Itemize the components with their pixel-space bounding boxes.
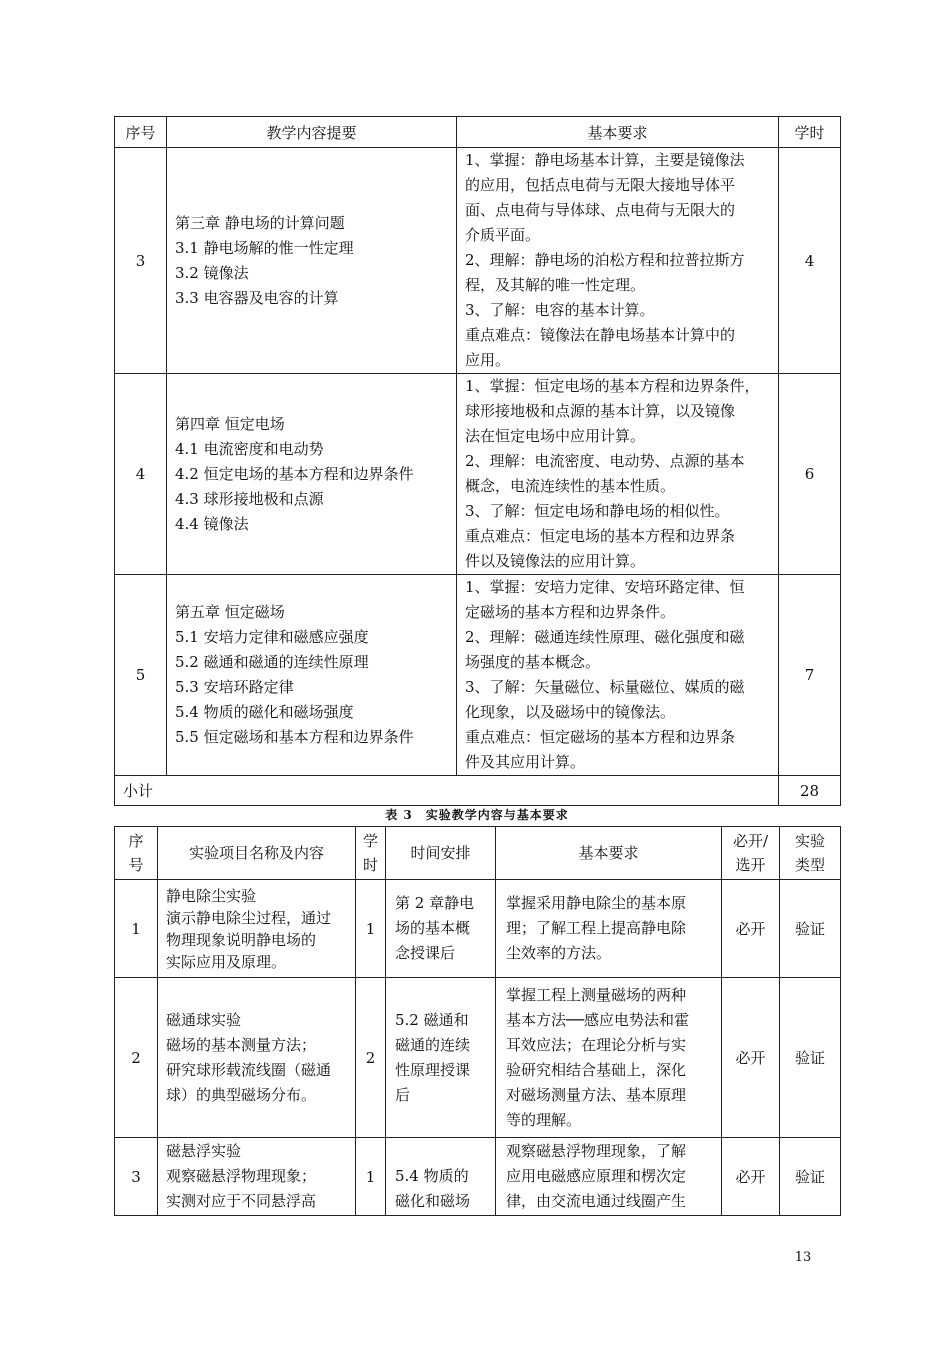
row-hours: 1 xyxy=(356,1138,386,1216)
row-type: 验证 xyxy=(780,978,841,1138)
header-content: 教学内容提要 xyxy=(167,117,457,148)
header-required-line: 选开 xyxy=(735,856,766,874)
requirement-line: 1、掌握：安培力定律、安培环路定律、恒 xyxy=(465,578,745,596)
requirement-line: 等的理解。 xyxy=(506,1110,582,1129)
row-required: 必开 xyxy=(722,880,780,978)
requirement-line: 掌握工程上测量磁场的两种 xyxy=(506,985,687,1004)
row-seq: 3 xyxy=(115,148,167,374)
requirement-line: 理；了解工程上提高静电除 xyxy=(506,919,687,937)
name-line: 研究球形载流线圈（磁通 xyxy=(166,1060,332,1079)
requirement-line: 重点难点：镜像法在静电场基本计算中的 xyxy=(465,326,736,344)
name-line: 静电除尘实验 xyxy=(166,886,257,905)
content-line: 第三章 静电场的计算问题 xyxy=(175,213,345,232)
requirement-line: 2、理解：静电场的泊松方程和拉普拉斯方 xyxy=(465,251,745,269)
subtotal-hours: 28 xyxy=(779,776,841,806)
header-required xyxy=(722,827,780,880)
header-type-line: 类型 xyxy=(794,856,825,874)
requirement-line: 球形接地极和点源的基本计算，以及镜像 xyxy=(465,402,736,420)
name-line: 磁通球实验 xyxy=(166,1010,242,1029)
row-required: 必开 xyxy=(722,1138,780,1216)
name-line: 球）的典型磁场分布。 xyxy=(166,1085,317,1104)
row-requirement xyxy=(496,880,722,978)
header-schedule: 时间安排 xyxy=(386,827,496,880)
row-required: 必开 xyxy=(722,978,780,1138)
table-row xyxy=(115,575,841,776)
header-requirement: 基本要求 xyxy=(457,117,779,148)
name-line: 观察磁悬浮物理现象； xyxy=(166,1167,317,1185)
schedule-line: 念授课后 xyxy=(395,944,456,962)
requirement-line: 律，由交流电通过线圈产生 xyxy=(506,1192,687,1210)
header-type xyxy=(780,827,841,880)
schedule-line: 5.4 物质的 xyxy=(395,1167,469,1185)
content-line: 5.5 恒定磁场和基本方程和边界条件 xyxy=(175,728,414,746)
requirement-line: 程，及其解的唯一性定理。 xyxy=(465,276,646,294)
row-type: 验证 xyxy=(780,1138,841,1216)
requirement-line: 定磁场的基本方程和边界条件。 xyxy=(465,603,676,621)
requirement-line: 重点难点：恒定电场的基本方程和边界条 xyxy=(465,527,736,545)
row-requirement xyxy=(457,374,779,575)
content-line: 4.3 球形接地极和点源 xyxy=(175,489,324,508)
row-requirement xyxy=(457,148,779,374)
requirement-line: 3、了解：电容的基本计算。 xyxy=(465,301,655,319)
row-hours: 2 xyxy=(356,978,386,1138)
requirement-line: 基本方法──感应电势法和霍 xyxy=(506,1010,690,1029)
schedule-line: 磁通的连续 xyxy=(395,1035,471,1054)
name-line: 磁悬浮实验 xyxy=(166,1142,242,1160)
name-line: 实际应用及原理。 xyxy=(166,952,287,971)
requirement-line: 化现象，以及磁场中的镜像法。 xyxy=(465,703,676,721)
content-line: 4.2 恒定电场的基本方程和边界条件 xyxy=(175,464,414,483)
schedule-line: 磁化和磁场 xyxy=(395,1192,471,1210)
header-seq-line: 号 xyxy=(128,856,144,874)
schedule-line: 场的基本概 xyxy=(395,919,471,937)
header-required-line: 必开/ xyxy=(732,832,769,850)
row-hours: 4 xyxy=(779,148,841,374)
row-seq: 2 xyxy=(115,978,158,1138)
row-name xyxy=(158,1138,356,1216)
requirement-line: 观察磁悬浮物理现象，了解 xyxy=(506,1142,687,1160)
requirement-line: 尘效率的方法。 xyxy=(506,944,612,962)
experiment-table xyxy=(114,826,841,1216)
requirement-line: 件以及镜像法的应用计算。 xyxy=(465,552,646,570)
schedule-line xyxy=(395,1139,489,1164)
row-hours: 1 xyxy=(356,880,386,978)
row-content xyxy=(167,148,457,374)
content-line: 5.2 磁通和磁通的连续性原理 xyxy=(175,653,369,671)
row-schedule xyxy=(386,1138,496,1216)
schedule-line: 5.2 磁通和 xyxy=(395,1010,469,1029)
content-line: 4.4 镜像法 xyxy=(175,514,249,533)
header-hours-line: 时 xyxy=(362,856,378,874)
requirement-line: 法在恒定电场中应用计算。 xyxy=(465,427,646,445)
header-name: 实验项目名称及内容 xyxy=(158,827,356,880)
requirement-line: 场强度的基本概念。 xyxy=(465,653,601,671)
content-line: 3.1 静电场解的惟一性定理 xyxy=(175,238,354,257)
header-hours-line: 学 xyxy=(362,832,378,850)
requirement-line: 3、了解：矢量磁位、标量磁位、媒质的磁 xyxy=(465,678,745,696)
requirement-line: 2、理解：磁通连续性原理、磁化强度和磁 xyxy=(465,628,745,646)
name-line: 磁场的基本测量方法； xyxy=(166,1035,317,1054)
row-requirement xyxy=(496,1138,722,1216)
requirement-line: 重点难点：恒定磁场的基本方程和边界条 xyxy=(465,728,736,746)
requirement-line: 对磁场测量方法、基本原理 xyxy=(506,1085,687,1104)
table-caption: 表 3 实验教学内容与基本要求 xyxy=(385,808,569,822)
table-row xyxy=(115,1138,841,1216)
name-line: 物理现象说明静电场的 xyxy=(166,930,317,949)
header-type-line: 实验 xyxy=(794,832,825,850)
row-seq: 5 xyxy=(115,575,167,776)
requirement-line: 介质平面。 xyxy=(465,226,541,244)
row-requirement xyxy=(496,978,722,1138)
subtotal-row xyxy=(115,776,841,806)
schedule-line: 性原理授课 xyxy=(395,1060,471,1079)
content-line: 3.2 镜像法 xyxy=(175,263,249,282)
row-hours: 6 xyxy=(779,374,841,575)
schedule-line: 后 xyxy=(395,1085,411,1104)
header-requirement: 基本要求 xyxy=(496,827,722,880)
row-content xyxy=(167,374,457,575)
requirement-line: 掌握采用静电除尘的基本原 xyxy=(506,894,687,912)
content-line: 3.3 电容器及电容的计算 xyxy=(175,288,339,307)
row-seq: 4 xyxy=(115,374,167,575)
header-seq: 序号 xyxy=(115,117,167,148)
table-header-row xyxy=(115,117,841,148)
requirement-line: 件及其应用计算。 xyxy=(465,753,586,771)
subtotal-label: 小计 xyxy=(115,776,779,806)
schedule-line: 第 2 章静电 xyxy=(395,894,475,912)
content-line: 第四章 恒定电场 xyxy=(175,414,285,433)
content-line: 4.1 电流密度和电动势 xyxy=(175,439,324,458)
teaching-content-table xyxy=(114,116,841,806)
content-line: 第五章 恒定磁场 xyxy=(175,603,285,621)
row-type: 验证 xyxy=(780,880,841,978)
row-content xyxy=(167,575,457,776)
row-schedule xyxy=(386,880,496,978)
header-seq xyxy=(115,827,158,880)
row-requirement xyxy=(457,575,779,776)
requirement-line: 1、掌握：恒定电场的基本方程和边界条件， xyxy=(465,377,760,395)
row-schedule xyxy=(386,978,496,1138)
name-line: 演示静电除尘过程，通过 xyxy=(166,908,332,927)
requirement-line: 3、了解：恒定电场和静电场的相似性。 xyxy=(465,502,730,520)
requirement-line: 面、点电荷与导体球、点电荷与无限大的 xyxy=(465,201,736,219)
table-row xyxy=(115,148,841,374)
header-hours xyxy=(356,827,386,880)
page-number: 13 xyxy=(794,1250,812,1265)
header-hours: 学时 xyxy=(779,117,841,148)
row-hours: 7 xyxy=(779,575,841,776)
name-line: 实测对应于不同悬浮高 xyxy=(166,1192,317,1210)
content-line: 5.3 安培环路定律 xyxy=(175,678,294,696)
requirement-line: 概念，电流连续性的基本性质。 xyxy=(465,477,676,495)
requirement-line: 应用电磁感应原理和楞次定 xyxy=(506,1167,687,1185)
requirement-line: 1、掌握：静电场基本计算，主要是镜像法 xyxy=(465,151,745,169)
requirement-line: 验研究相结合基础上，深化 xyxy=(506,1060,687,1079)
content-line: 5.1 安培力定律和磁感应强度 xyxy=(175,628,369,646)
row-name xyxy=(158,978,356,1138)
content-line: 5.4 物质的磁化和磁场强度 xyxy=(175,703,354,721)
header-seq-line: 序 xyxy=(128,832,144,850)
requirement-line: 2、理解：电流密度、电动势、点源的基本 xyxy=(465,452,745,470)
table-row xyxy=(115,880,841,978)
requirement-line: 耳效应法；在理论分析与实 xyxy=(506,1035,687,1054)
row-seq: 1 xyxy=(115,880,158,978)
requirement-line: 的应用，包括点电荷与无限大接地导体平 xyxy=(465,176,736,194)
requirement-line: 应用。 xyxy=(465,351,511,369)
table-header-row xyxy=(115,827,841,880)
row-name xyxy=(158,880,356,978)
table-row xyxy=(115,374,841,575)
row-seq: 3 xyxy=(115,1138,158,1216)
table-row xyxy=(115,978,841,1138)
